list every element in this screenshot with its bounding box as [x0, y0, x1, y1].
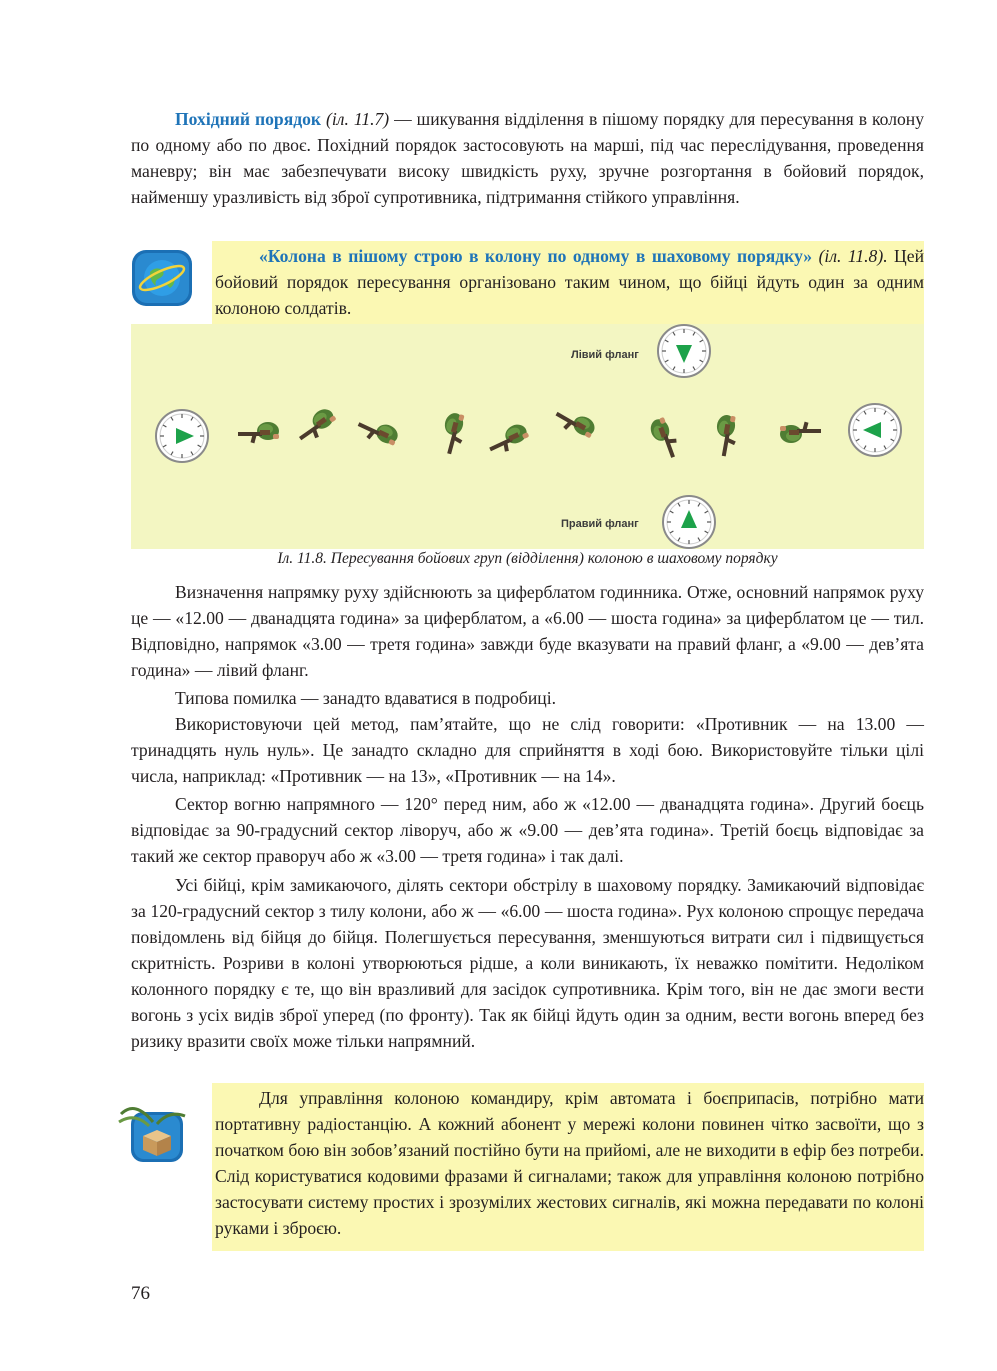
globe-icon — [130, 248, 194, 308]
soldier-icon — [648, 415, 682, 461]
body-paragraph-4: Сектор вогню напрямного — 120° перед ним, або ж «12.00 — дванадцята година». Другий боєць відповідає за 90-градусний сектор ліворуч, або ж «9.00 — дев’ята година». Третій боєць відповідає за такий же сектор праворуч або ж «3.00 — третя година» і так далі. — [131, 794, 924, 866]
term-marching-order: Похідний порядок — [175, 109, 322, 129]
compass-icon-front — [849, 404, 901, 456]
intro-paragraph — [131, 106, 924, 210]
soldier-icon — [238, 422, 279, 443]
box1-title: «Колона в пішому строю в колону по одному в шаховому порядку» — [259, 246, 813, 266]
soldier-icon — [485, 421, 531, 458]
formation-diagram — [131, 324, 924, 549]
right-flank-label: Правий фланг — [561, 518, 639, 530]
body-paragraph-2: Типова помилка — занадто вдаватися в подробиці. — [175, 688, 556, 708]
body-paragraph-3: Використовуючи цей метод, пам’ятайте, що не слід говорити: «Противник — на 13.00 — тринадцять нуль нуль». Це занадто складно для сприйняття в ході бою. Використовуйте тільки цілі числа, наприклад: «Противник — на 13», «Противник — на 14». — [131, 714, 924, 786]
soldier-icon — [712, 414, 740, 458]
intro-figure-ref: (іл. 11.7) — [326, 109, 390, 129]
box1-paragraph — [215, 243, 924, 321]
compass-icon-rear — [156, 410, 208, 462]
box1-figure-ref: (іл. 11.8). — [818, 246, 888, 266]
page-number: 76 — [131, 1283, 150, 1304]
soldier-icon — [293, 405, 339, 446]
soldier-icon — [780, 422, 821, 443]
body-paragraph-5: Усі бійці, крім замикаючого, ділять сектори обстрілу в шаховому порядку. Замикаючий відповідає за 120-градусний сектор з тилу колони, або ж — «6.00 — шоста година». Рух колоною спрощує передача повідомлень від бійця до бійця. Полегшується пересування, зменшуються витрати сил і підвищується скритність. Розриви в колоні утворюються рідше, а коли виникають, їх неважко помітити. Недоліком колонного порядку є те, що він вразливий для засідок супротивника. Крім того, він не дає змоги вести вогонь з усіх видів зброї уперед (по фронту). Так як бійці йдуть один за одним, вести вогонь вперед без ризику вразити своїх може тільки напрямний. — [131, 875, 924, 1051]
figure-caption: Іл. 11.8. Пересування бойових груп (відділення) колоною в шаховому порядку — [277, 550, 778, 567]
soldier-icon — [355, 413, 401, 450]
soldier-icon — [552, 403, 598, 442]
body-paragraph-1: Визначення напрямку руху здійснюють за циферблатом годинника. Отже, основний напрямок руху це — «12.00 — дванадцята година» за циферблатом, а «6.00 — шоста година» за циферблатом це — тил. Відповідно, напрямок «3.00 — третя година» завжди буде вказувати на правий фланг, а «9.00 — дев’ята година» — лівий фланг. — [131, 582, 924, 680]
compass-icon-left-flank — [658, 325, 710, 377]
compass-icon-right-flank — [663, 496, 715, 548]
figure-column-formation — [131, 324, 924, 549]
box2-paragraph: Для управління колоною командиру, крім автомата і боєприпасів, потрібно мати портативну радіостанцію. А кожний абонент у мережі колони повинен чітко засвоїти, що з початком бою він зобов’язаний постійно бути на прийомі, але не виходити в ефір без потреби. Слід користуватися кодовими фразами й сигналами; також для управління колоною потрібно застосувати систему простих і зрозумілих жестових сигналів, які можна передавати по колоні руками і зброєю. — [215, 1088, 924, 1238]
left-flank-label: Лівий фланг — [571, 349, 639, 361]
soldier-icon — [438, 411, 469, 456]
box1-text: Цей бойовий порядок пересування організовано таким чином, що бійці йдуть один за одним колоною солдатів. — [215, 246, 924, 318]
open-box-icon — [117, 1100, 189, 1166]
intro-text: — шикування відділення в пішому порядку для пересування в колону по одному або по двоє. Похідний порядок застосовують на марші, під час переслідування, проведення маневру; він має забезпечувати високу швидкість руху, зручне розгортання в бойовий порядок, найменшу уразливість від зброї супротивника, підтримання стійкого управління. — [131, 109, 925, 207]
